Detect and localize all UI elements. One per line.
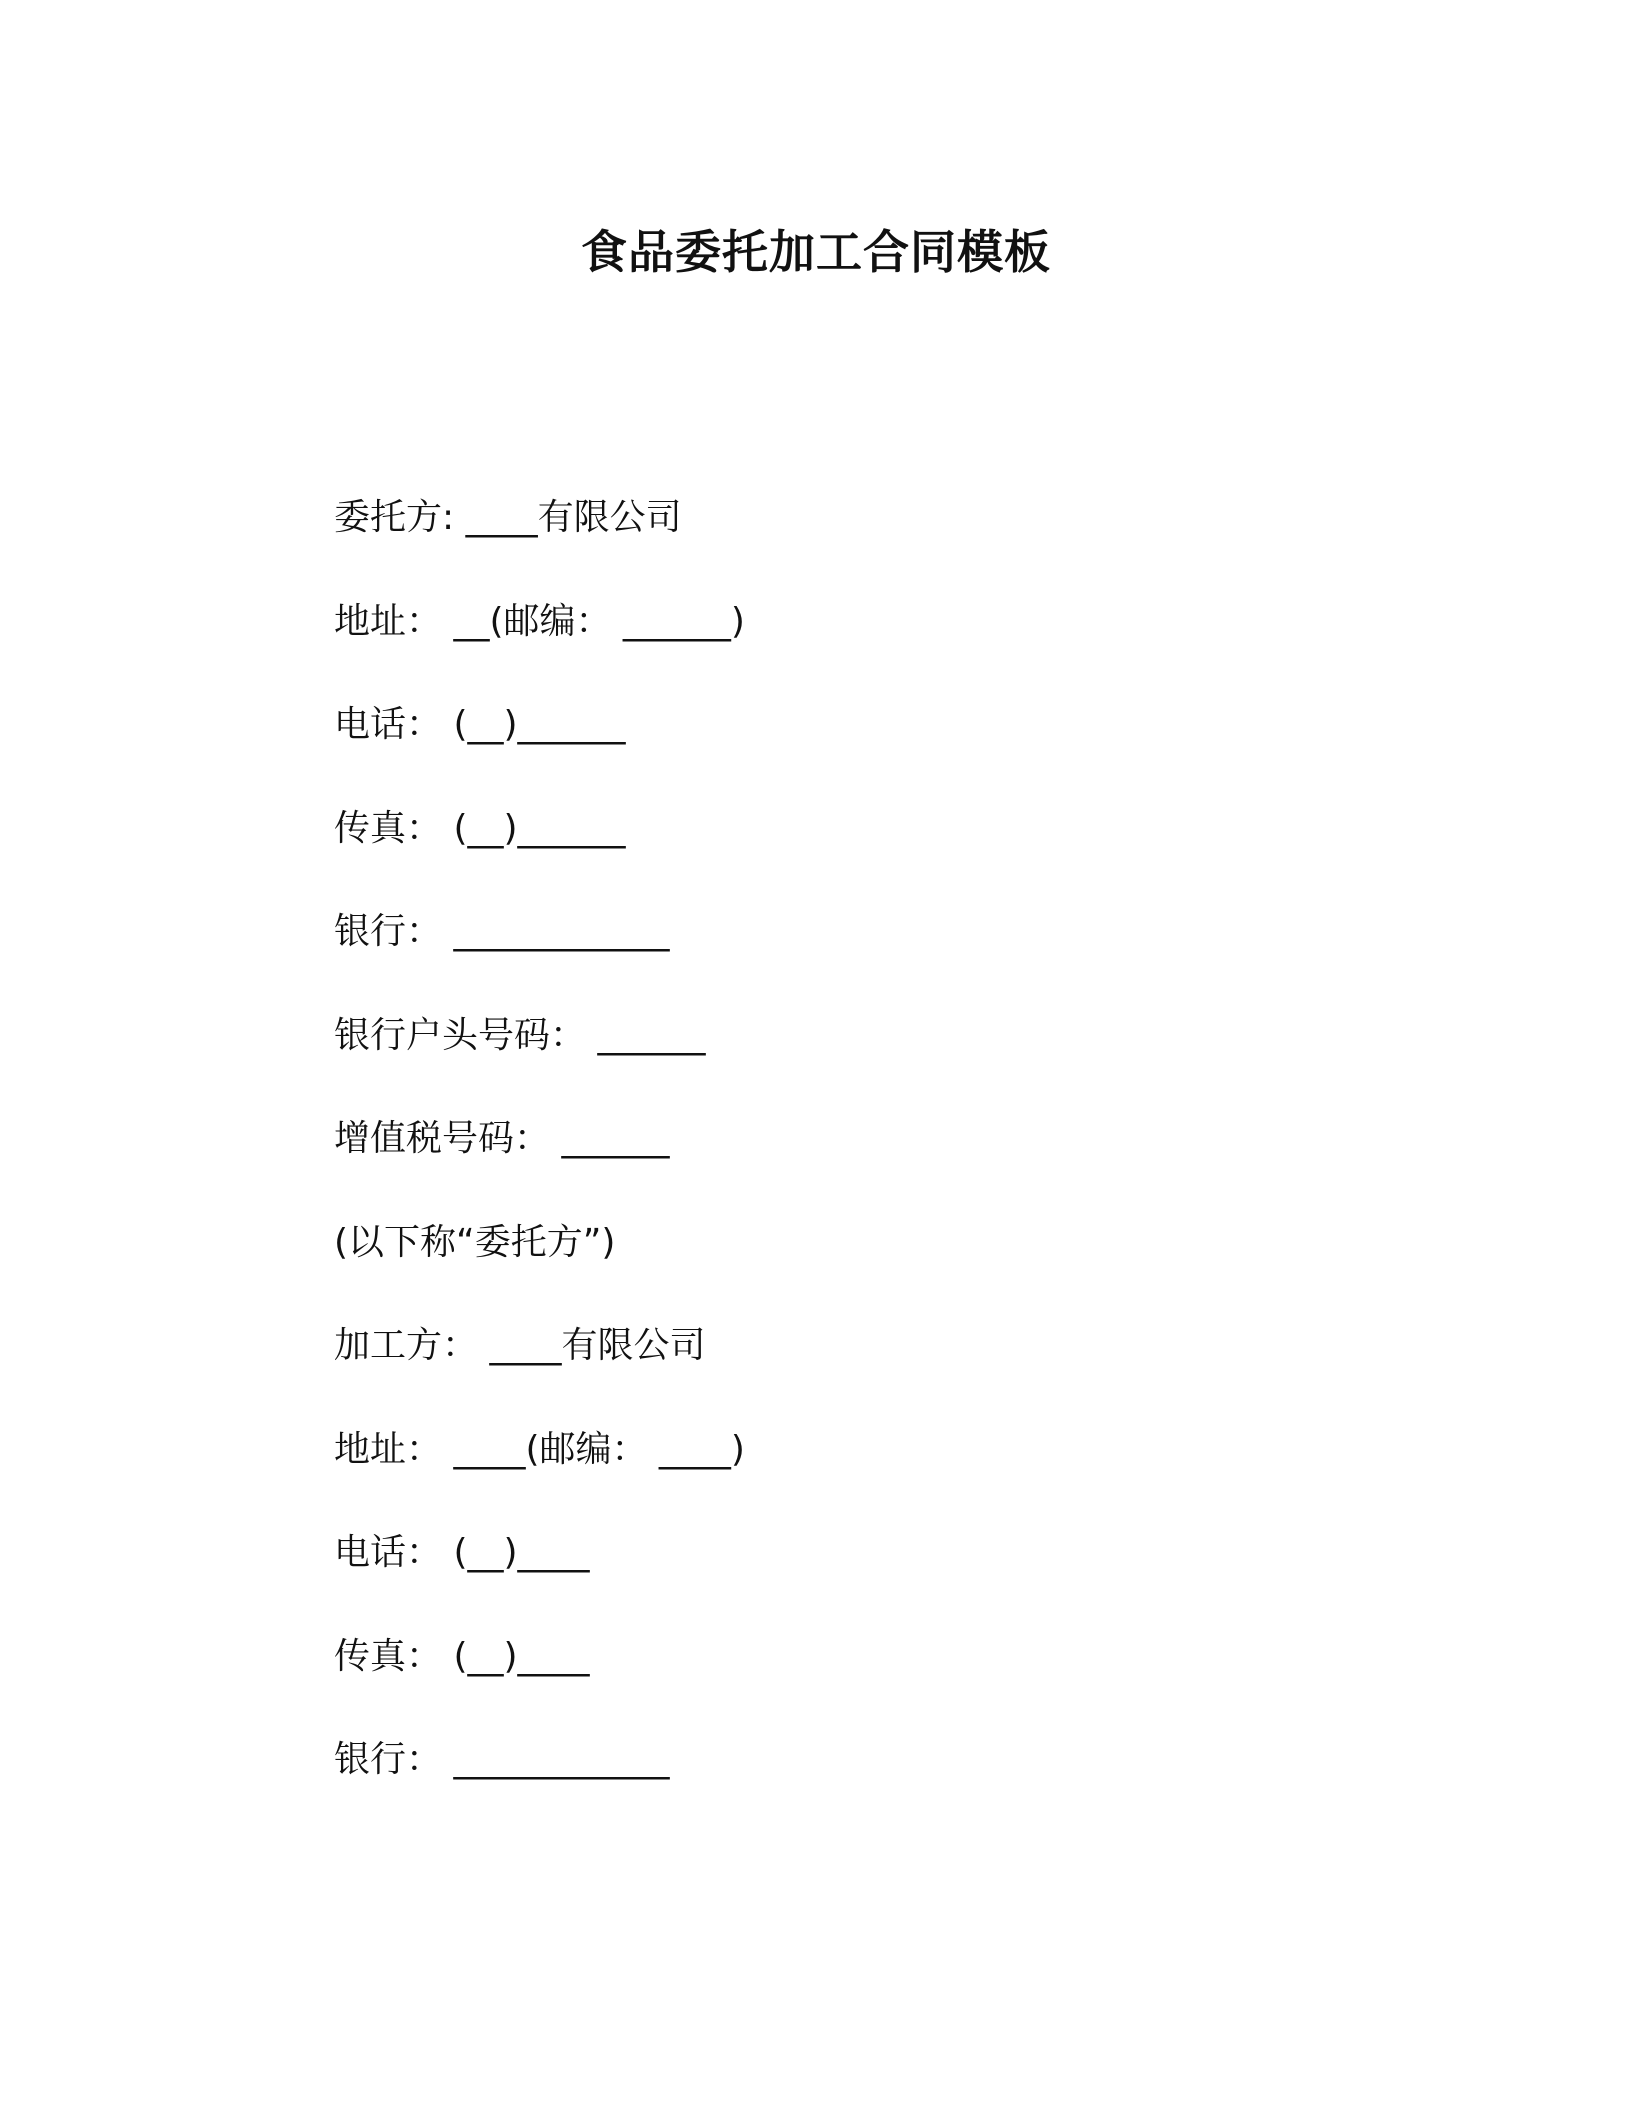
client-company-line: 委托方: ____有限公司 [334,497,682,538]
processor-address-line: 地址： ____(邮编： ____) [334,1428,745,1470]
client-bank-line: 银行： ____________ [334,911,670,952]
processor-company-line: 加工方： ____有限公司 [334,1325,706,1366]
client-phone-line: 电话： (__)______ [334,704,626,745]
processor-fax-line: 传真： (__)____ [334,1635,590,1677]
document-title: 食品委托加工合同模板 [581,225,1051,279]
client-vat-number-line: 增值税号码： ______ [334,1118,670,1159]
client-fax-line: 传真： (__)______ [334,807,626,849]
contract-party-fields [334,492,1434,1838]
processor-bank-line: 银行： ____________ [334,1739,670,1780]
processor-phone-line: 电话： (__)____ [334,1532,590,1573]
client-address-line: 地址： __(邮编： ______) [334,600,745,642]
client-designation-line: (以下称“委托方”) [334,1221,616,1263]
client-bank-account-line: 银行户头号码： ______ [334,1014,706,1056]
